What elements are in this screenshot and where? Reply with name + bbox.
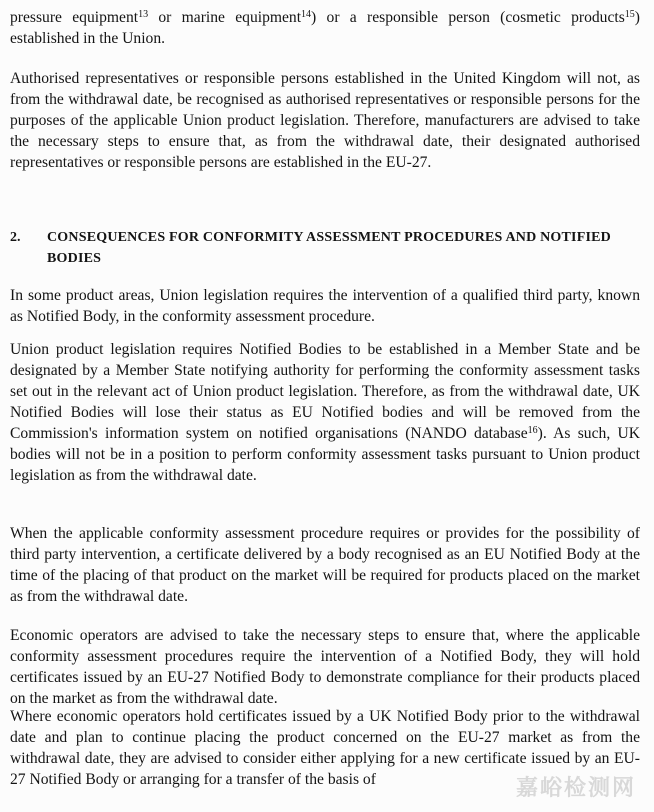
paragraph-notified-body-intro: In some product areas, Union legislation requires the intervention of a qualified third party, known as Notified Body, in the conformity assessment procedure. [10, 287, 640, 325]
paragraph-conformity-procedure: When the applicable conformity assessment procedure requires or provides for the possibility of third party intervention, a certificate delivered by a body recognised as an EU Notified Body at the time of the placing of that product on the market will be required for products placed on the market as from the withdrawal date. [10, 525, 640, 605]
footnote-ref-15[interactable]: 15 [624, 9, 635, 20]
paragraph-uk-certificates: Where economic operators hold certificates issued by a UK Notified Body prior to the withdrawal date and plan to continue placing the product concerned on the EU-27 market as from the withdrawal date, they are advised to consider either applying for a new certificate issued by an EU-27 Notified Body or arranging for a transfer of the basis of [10, 708, 640, 788]
section-number: 2. [10, 230, 21, 245]
text-run: ) established in the Union. [10, 9, 640, 47]
section-title: CONSEQUENCES FOR CONFORMITY ASSESSMENT PROCEDURES AND NOTIFIED BODIES [47, 230, 611, 266]
paragraph-authorised-representatives: Authorised representatives or responsible persons established in the United Kingdom will not, as from the withdrawal date, be recognised as authorised representatives or responsible persons for the purposes of the applicable Union product legislation. Therefore, manufacturers are advised to take the necessary steps to ensure that, as from the withdrawal date, their designated authorised representatives or responsible persons are established in the EU-27. [10, 70, 640, 171]
paragraph-economic-operators: Economic operators are advised to take the necessary steps to ensure that, where the applicable conformity assessment procedures require the intervention of a Notified Body, they will hold certificates issued by an EU-27 Notified Body to demonstrate compliance for their products placed on the market as from the withdrawal date. [10, 627, 640, 707]
section-heading [10, 227, 640, 269]
text-run: ). As such, UK bodies will not be in a position to perform conformity assessment tasks pursuant to Union product legislation as from the withdrawal date. [10, 425, 641, 484]
paragraph-union-product-legislation [10, 339, 640, 486]
text-run: or marine equipment [148, 9, 302, 26]
text-run: pressure equipment [10, 9, 139, 26]
footnote-ref-13[interactable]: 13 [138, 9, 149, 20]
paragraph-responsible-person [10, 7, 640, 49]
text-run: ) or a responsible person (cosmetic products [311, 9, 625, 26]
footnote-ref-16[interactable]: 16 [527, 425, 538, 436]
footnote-ref-14[interactable]: 14 [301, 9, 312, 20]
watermark: 嘉峪检测网 [515, 776, 636, 801]
text-run: Union product legislation requires Notified Bodies to be established in a Member State and be designated by a Member State notifying authority for performing the conformity assessment tasks set out in the relevant act of Union product legislation. Therefore, as from the withdrawal date, UK Notified Bodies will lose their status as EU Notified bodies and will be removed from the Commission's information system on notified organisations (NANDO database [10, 341, 640, 442]
